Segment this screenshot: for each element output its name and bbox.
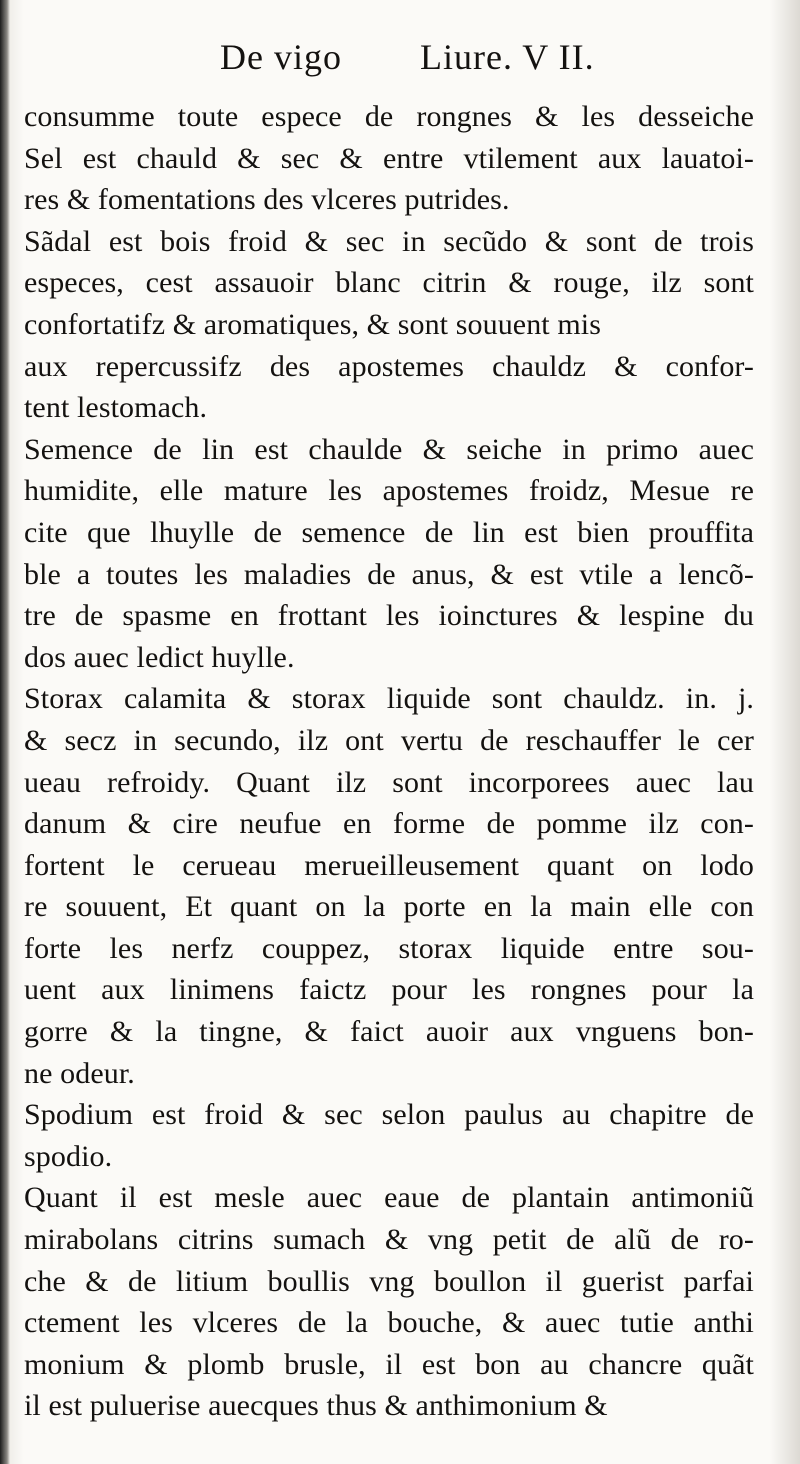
text-line: ctement les vlceres de la bouche, & auec tutie anthi xyxy=(24,1306,754,1340)
text-line: cite que lhuylle de semence de lin est bien prouffita xyxy=(24,515,754,549)
text-line: ueau refroidy. Quant ilz sont incorporees auec lau xyxy=(24,765,754,799)
text-line: tre de spasme en frottant les ioinctures & lespine du xyxy=(24,599,754,633)
text-line: Quant il est mesle auec eaue de plantain antimoniũ xyxy=(24,1181,754,1215)
text-line: spodio. xyxy=(24,1139,113,1173)
text-line: humidite, elle mature les apostemes froidz, Mesue re xyxy=(24,474,754,508)
text-line: uent aux linimens faictz pour les rongnes pour la xyxy=(24,973,754,1007)
text-line: Sãdal est bois froid & sec in secũdo & sont de trois xyxy=(24,224,754,258)
text-line: danum & cire neufue en forme de pomme ilz con- xyxy=(24,807,754,841)
text-line: consumme toute espece de rongnes & les desseiche xyxy=(24,100,754,133)
running-title: De vigo xyxy=(220,37,342,77)
text-line: monium & plomb brusle, il est bon au chancre quãt xyxy=(24,1347,754,1381)
body-text xyxy=(24,96,754,1427)
page-header xyxy=(220,36,640,84)
text-line: Spodium est froid & sec selon paulus au chapitre de xyxy=(24,1098,754,1132)
text-line: ble a toutes les maladies de anus, & est vtile a lencõ- xyxy=(24,557,754,591)
text-line: confortatifz & aromatiques, & sont souuent mis xyxy=(24,307,601,341)
text-line: aux repercussifz des apostemes chauldz & confor- xyxy=(24,349,754,383)
book-number: Liure. V II. xyxy=(420,37,595,77)
text-line: Sel est chauld & sec & entre vtilement aux lauatoi- xyxy=(24,141,754,175)
text-line: tent lestomach. xyxy=(24,391,208,425)
text-line: Storax calamita & storax liquide sont chauldz. in. j. xyxy=(24,682,754,716)
text-line: mirabolans citrins sumach & vng petit de alũ de ro- xyxy=(24,1223,754,1257)
text-line: re souuent, Et quant on la porte en la main elle con xyxy=(24,890,754,924)
text-line: especes, cest assauoir blanc citrin & rouge, ilz sont xyxy=(24,266,754,300)
text-line: il est puluerise auecques thus & anthimonium & xyxy=(24,1389,608,1423)
text-line: forte les nerfz couppez, storax liquide entre sou- xyxy=(24,931,754,965)
text-line: fortent le cerueau merueilleusement quant on lodo xyxy=(24,848,754,882)
text-line: gorre & la tingne, & faict auoir aux vnguens bon- xyxy=(24,1015,754,1049)
page-binding-shadow xyxy=(0,0,10,1464)
text-line: & secz in secundo, ilz ont vertu de reschauffer le cer xyxy=(24,723,754,757)
text-line: Semence de lin est chaulde & seiche in primo auec xyxy=(24,432,754,466)
text-line: che & de litium boullis vng boullon il guerist parfai xyxy=(24,1264,754,1298)
text-line: ne odeur. xyxy=(24,1056,135,1090)
text-line: res & fomentations des vlceres putrides. xyxy=(24,183,510,217)
text-line: dos auec ledict huylle. xyxy=(24,640,295,674)
